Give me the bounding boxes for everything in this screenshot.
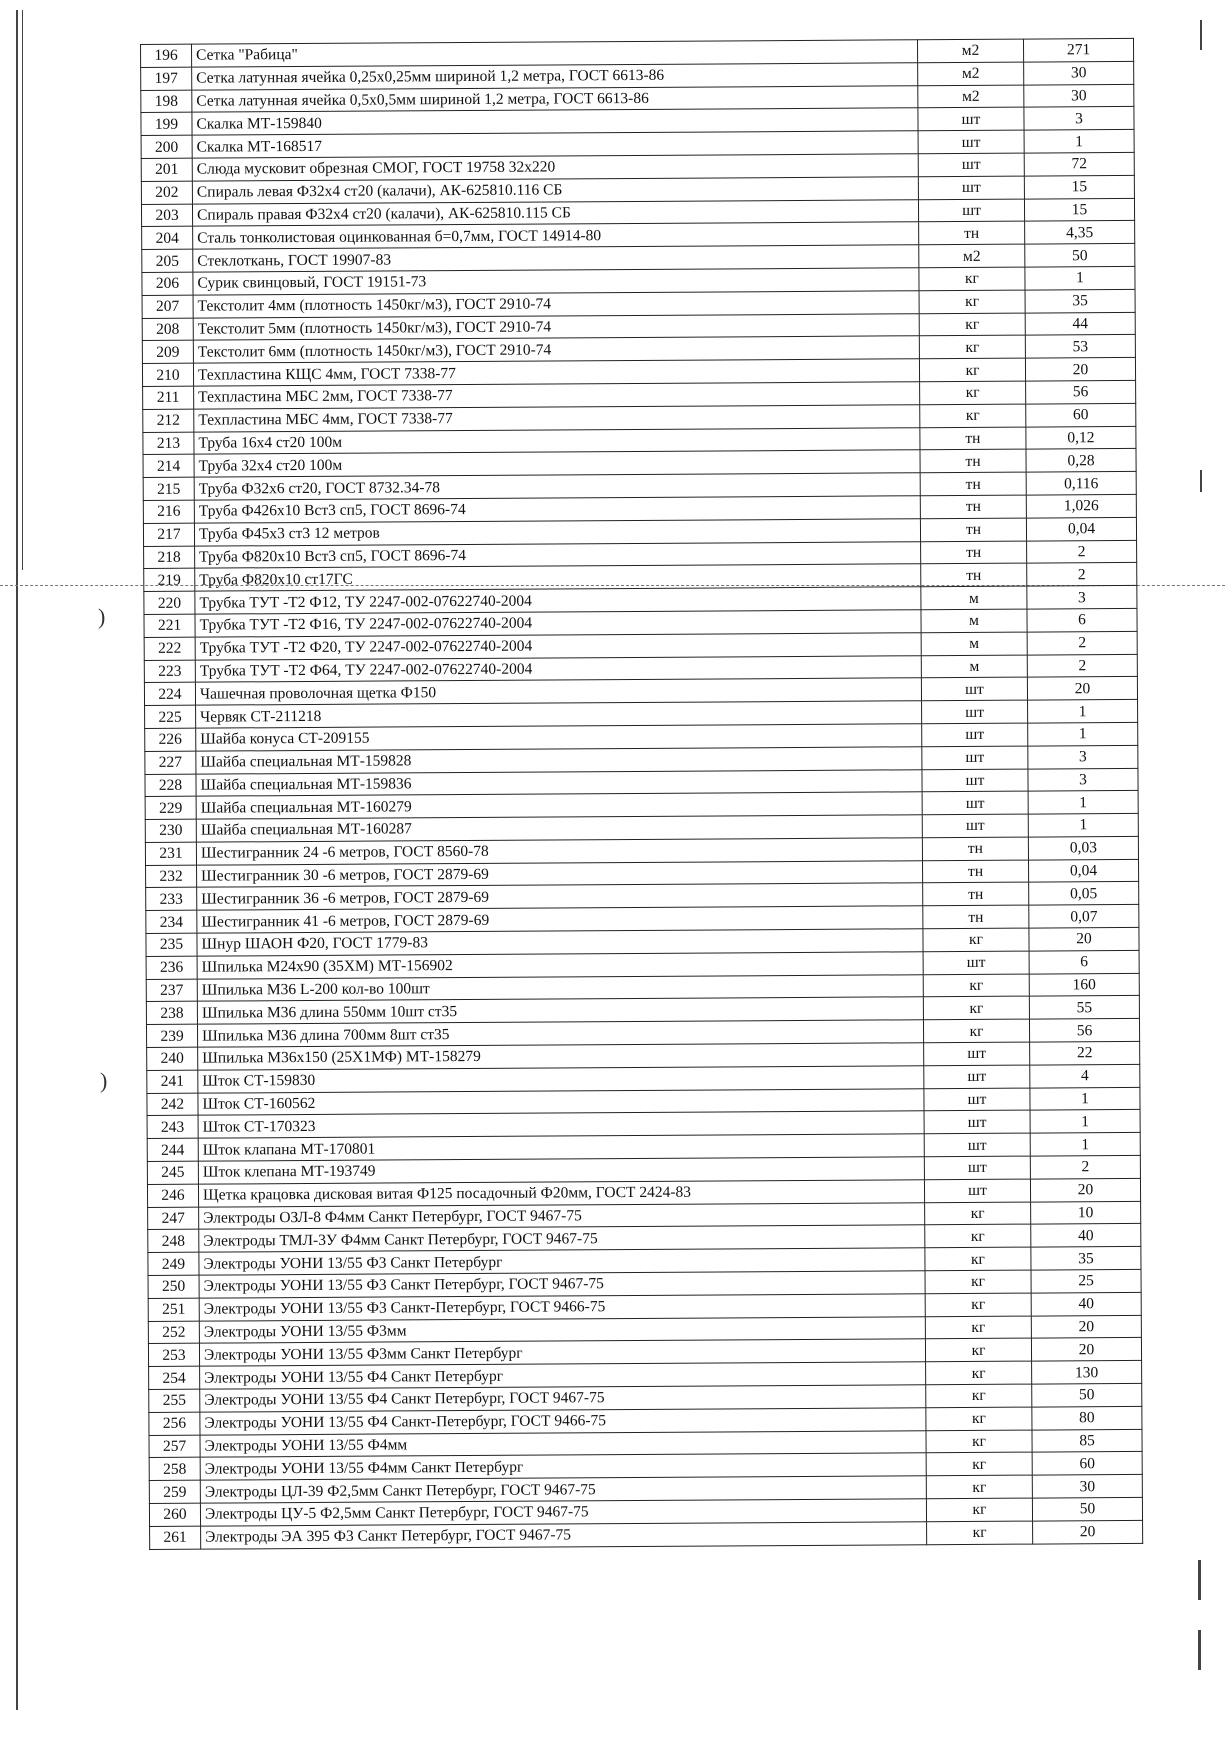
unit-of-measure: шт — [918, 130, 1024, 153]
item-name: Скалка МТ-168517 — [192, 131, 918, 158]
item-name: Труба 16х4 ст20 100м — [194, 427, 920, 454]
item-name: Спираль левая Ф32х4 ст20 (калачи), АК-625810.116 СБ — [192, 177, 918, 204]
unit-of-measure: шт — [918, 107, 1024, 130]
unit-of-measure: шт — [923, 951, 1029, 974]
unit-of-measure: кг — [926, 1361, 1032, 1384]
quantity: 2 — [1030, 1155, 1140, 1178]
row-number: 219 — [144, 569, 195, 592]
unit-of-measure: кг — [923, 1019, 1029, 1042]
unit-of-measure: шт — [924, 1065, 1030, 1088]
quantity: 1 — [1028, 814, 1138, 837]
unit-of-measure: тн — [920, 495, 1026, 518]
row-number: 254 — [149, 1366, 200, 1389]
unit-of-measure: м2 — [919, 244, 1025, 267]
row-number: 244 — [147, 1138, 198, 1161]
item-name: Труба Ф45х3 ст3 12 метров — [194, 518, 920, 545]
unit-of-measure: м — [921, 632, 1027, 655]
row-number: 239 — [146, 1024, 197, 1047]
row-number: 231 — [145, 842, 196, 865]
item-name: Шайба специальная МТ-160279 — [196, 792, 922, 819]
quantity: 40 — [1031, 1224, 1141, 1247]
unit-of-measure: шт — [924, 1088, 1030, 1111]
unit-of-measure: кг — [920, 381, 1026, 404]
item-name: Шпилька М36 L-200 кол-во 100шт — [197, 974, 923, 1001]
unit-of-measure: тн — [919, 221, 1025, 244]
unit-of-measure: кг — [925, 1225, 1031, 1248]
unit-of-measure: м2 — [918, 62, 1024, 85]
unit-of-measure: м — [921, 655, 1027, 678]
unit-of-measure: шт — [924, 1179, 1030, 1202]
unit-of-measure: тн — [922, 837, 1028, 860]
row-number: 250 — [148, 1275, 199, 1298]
row-number: 208 — [142, 318, 193, 341]
item-name: Шестигранник 30 -6 метров, ГОСТ 2879-69 — [197, 860, 923, 887]
item-name: Сетка "Рабица" — [192, 40, 918, 67]
row-number: 253 — [148, 1344, 199, 1367]
unit-of-measure: тн — [923, 905, 1029, 928]
item-name: Электроды УОНИ 13/55 Ф3мм — [199, 1316, 925, 1343]
item-name: Шнур ШАОН Ф20, ГОСТ 1779-83 — [197, 929, 923, 956]
item-name: Червяк СТ-211218 — [196, 701, 922, 728]
row-number: 215 — [143, 477, 194, 500]
row-number: 230 — [145, 819, 196, 842]
unit-of-measure: шт — [922, 723, 1028, 746]
unit-of-measure: шт — [922, 814, 1028, 837]
unit-of-measure: кг — [925, 1316, 1031, 1339]
item-name: Шток клепана МТ-193749 — [198, 1157, 924, 1184]
table-row — [150, 1520, 1143, 1549]
row-number: 199 — [141, 113, 192, 136]
item-name: Сурик свинцовый, ГОСТ 19151-73 — [193, 268, 919, 295]
quantity: 20 — [1031, 1338, 1141, 1361]
row-number: 235 — [146, 933, 197, 956]
row-number: 220 — [144, 591, 195, 614]
item-name: Электроды ЦЛ-39 Ф2,5мм Санкт Петербург, ГОСТ 9467-75 — [200, 1476, 926, 1503]
item-name: Шайба специальная МТ-159828 — [196, 746, 922, 773]
unit-of-measure: кг — [926, 1452, 1032, 1475]
quantity: 6 — [1029, 950, 1139, 973]
item-name: Электроды УОНИ 13/55 Ф3 Санкт Петербург — [199, 1248, 925, 1275]
unit-of-measure: м2 — [917, 39, 1023, 62]
quantity: 3 — [1024, 107, 1134, 130]
item-name: Электроды ТМЛ-3У Ф4мм Санкт Петербург, ГОСТ 9467-75 — [199, 1225, 925, 1252]
quantity: 3 — [1027, 586, 1137, 609]
item-name: Труба Ф32х6 ст20, ГОСТ 8732.34-78 — [194, 473, 920, 500]
row-number: 241 — [147, 1070, 198, 1093]
unit-of-measure: кг — [919, 358, 1025, 381]
quantity: 20 — [1030, 1178, 1140, 1201]
item-name: Труба Ф820х10 ст17ГС — [195, 564, 921, 591]
item-name: Электроды ОЗЛ-8 Ф4мм Санкт Петербург, ГОСТ 9467-75 — [199, 1202, 925, 1229]
quantity: 56 — [1026, 380, 1136, 403]
item-name: Шестигранник 41 -6 метров, ГОСТ 2879-69 — [197, 906, 923, 933]
row-number: 256 — [149, 1412, 200, 1435]
quantity: 1 — [1030, 1133, 1140, 1156]
item-name: Шайба специальная МТ-159836 — [196, 769, 922, 796]
row-number: 198 — [141, 90, 192, 113]
row-number: 233 — [146, 888, 197, 911]
quantity: 35 — [1025, 289, 1135, 312]
unit-of-measure: кг — [926, 1407, 1032, 1430]
item-name: Шестигранник 36 -6 метров, ГОСТ 2879-69 — [197, 883, 923, 910]
unit-of-measure: шт — [922, 769, 1028, 792]
quantity: 2 — [1027, 631, 1137, 654]
item-name: Электроды УОНИ 13/55 Ф3 Санкт-Петербург, ГОСТ 9466-75 — [199, 1294, 925, 1321]
unit-of-measure: кг — [927, 1521, 1033, 1544]
unit-of-measure: кг — [919, 313, 1025, 336]
item-name: Шток СТ-160562 — [198, 1088, 924, 1115]
item-name: Электроды УОНИ 13/55 Ф4 Санкт Петербург, ГОСТ 9467-75 — [200, 1385, 926, 1412]
scan-edge-line — [1200, 20, 1202, 50]
row-number: 206 — [142, 272, 193, 295]
item-name: Техпластина МБС 4мм, ГОСТ 7338-77 — [194, 404, 920, 431]
unit-of-measure: тн — [920, 518, 1026, 541]
unit-of-measure: кг — [925, 1202, 1031, 1225]
quantity: 15 — [1024, 198, 1134, 221]
quantity: 2 — [1027, 654, 1137, 677]
quantity: 2 — [1027, 540, 1137, 563]
quantity: 1 — [1030, 1087, 1140, 1110]
item-name: Труба 32х4 ст20 100м — [194, 450, 920, 477]
quantity: 44 — [1025, 312, 1135, 335]
item-name: Чашечная проволочная щетка Ф150 — [195, 678, 921, 705]
row-number: 209 — [142, 341, 193, 364]
item-name: Щетка крацовка дисковая витая Ф125 посадочный Ф20мм, ГОСТ 2424-83 — [198, 1180, 924, 1207]
item-name: Электроды УОНИ 13/55 Ф4мм — [200, 1430, 926, 1457]
row-number: 259 — [149, 1480, 200, 1503]
row-number: 225 — [145, 705, 196, 728]
quantity: 30 — [1032, 1475, 1142, 1498]
row-number: 258 — [149, 1458, 200, 1481]
row-number: 204 — [142, 227, 193, 250]
row-number: 224 — [144, 682, 195, 705]
item-name: Электроды УОНИ 13/55 Ф3мм Санкт Петербург — [199, 1339, 925, 1366]
scan-edge-line — [16, 10, 18, 1710]
unit-of-measure: кг — [919, 335, 1025, 358]
item-name: Электроды УОНИ 13/55 Ф4мм Санкт Петербург — [200, 1453, 926, 1480]
unit-of-measure: тн — [921, 563, 1027, 586]
item-name: Труба Ф820х10 Вст3 сп5, ГОСТ 8696-74 — [195, 541, 921, 568]
row-number: 218 — [144, 546, 195, 569]
item-name: Шток клапана МТ-170801 — [198, 1134, 924, 1161]
quantity: 0,28 — [1026, 449, 1136, 472]
item-name: Трубка ТУТ -Т2 Ф20, ТУ 2247-002-07622740-2004 — [195, 632, 921, 659]
quantity: 0,03 — [1028, 836, 1138, 859]
scan-edge-line — [1198, 1560, 1201, 1600]
scan-mark: ) — [100, 1068, 108, 1093]
item-name: Текстолит 5мм (плотность 1450кг/м3), ГОСТ 2910-74 — [193, 313, 919, 340]
quantity: 20 — [1033, 1520, 1143, 1543]
item-name: Шпилька М36 длина 700мм 8шт ст35 — [197, 1020, 923, 1047]
item-name: Слюда мусковит обрезная СМОГ, ГОСТ 19758 32х220 — [192, 154, 918, 181]
row-number: 203 — [141, 204, 192, 227]
row-number: 211 — [143, 386, 194, 409]
item-name: Текстолит 6мм (плотность 1450кг/м3), ГОСТ 2910-74 — [193, 336, 919, 363]
item-name: Техпластина КЩС 4мм, ГОСТ 7338-77 — [193, 359, 919, 386]
unit-of-measure: кг — [925, 1339, 1031, 1362]
row-number: 223 — [144, 660, 195, 683]
quantity: 0,04 — [1026, 517, 1136, 540]
item-name: Шайба конуса СТ-209155 — [196, 724, 922, 751]
quantity: 130 — [1032, 1361, 1142, 1384]
row-number: 196 — [141, 44, 192, 67]
item-name: Текстолит 4мм (плотность 1450кг/м3), ГОСТ 2910-74 — [193, 291, 919, 318]
quantity: 60 — [1032, 1452, 1142, 1475]
row-number: 216 — [143, 500, 194, 523]
item-name: Шпилька М36х150 (25Х1МФ) МТ-158279 — [198, 1043, 924, 1070]
row-number: 247 — [148, 1207, 199, 1230]
unit-of-measure: кг — [926, 1498, 1032, 1521]
quantity: 30 — [1024, 84, 1134, 107]
row-number: 207 — [142, 295, 193, 318]
row-number: 243 — [147, 1116, 198, 1139]
quantity: 0,12 — [1026, 426, 1136, 449]
row-number: 210 — [142, 363, 193, 386]
quantity: 20 — [1029, 927, 1139, 950]
item-name: Техпластина МБС 2мм, ГОСТ 7338-77 — [194, 382, 920, 409]
unit-of-measure: кг — [923, 928, 1029, 951]
row-number: 200 — [141, 135, 192, 158]
quantity: 271 — [1023, 38, 1133, 61]
unit-of-measure: кг — [926, 1430, 1032, 1453]
row-number: 236 — [146, 956, 197, 979]
unit-of-measure: м2 — [918, 85, 1024, 108]
quantity: 22 — [1030, 1041, 1140, 1064]
unit-of-measure: кг — [919, 267, 1025, 290]
item-name: Электроды УОНИ 13/55 Ф4 Санкт-Петербург, ГОСТ 9466-75 — [200, 1408, 926, 1435]
row-number: 251 — [148, 1298, 199, 1321]
row-number: 248 — [148, 1230, 199, 1253]
row-number: 242 — [147, 1093, 198, 1116]
row-number: 201 — [141, 158, 192, 181]
quantity: 20 — [1031, 1315, 1141, 1338]
unit-of-measure: кг — [925, 1293, 1031, 1316]
item-name: Сталь тонколистовая оцинкованная б=0,7мм, ГОСТ 14914-80 — [193, 222, 919, 249]
item-name: Сетка латунная ячейка 0,25х0,25мм шириной 1,2 метра, ГОСТ 6613-86 — [192, 63, 918, 90]
unit-of-measure: кг — [923, 997, 1029, 1020]
item-name: Шпилька М36 длина 550мм 10шт ст35 — [197, 997, 923, 1024]
row-number: 226 — [145, 728, 196, 751]
unit-of-measure: шт — [922, 700, 1028, 723]
row-number: 228 — [145, 774, 196, 797]
unit-of-measure: кг — [926, 1384, 1032, 1407]
unit-of-measure: шт — [918, 176, 1024, 199]
scan-mark: ) — [98, 604, 106, 629]
quantity: 4 — [1030, 1064, 1140, 1087]
unit-of-measure: кг — [926, 1475, 1032, 1498]
quantity: 72 — [1024, 152, 1134, 175]
item-name: Скалка МТ-159840 — [192, 108, 918, 135]
unit-of-measure: шт — [924, 1111, 1030, 1134]
row-number: 234 — [146, 910, 197, 933]
row-number: 255 — [149, 1389, 200, 1412]
row-number: 214 — [143, 455, 194, 478]
item-name: Трубка ТУТ -Т2 Ф16, ТУ 2247-002-07622740-2004 — [195, 610, 921, 637]
unit-of-measure: кг — [923, 974, 1029, 997]
quantity: 20 — [1025, 358, 1135, 381]
unit-of-measure: кг — [920, 404, 1026, 427]
unit-of-measure: шт — [924, 1042, 1030, 1065]
unit-of-measure: шт — [918, 199, 1024, 222]
quantity: 1 — [1025, 266, 1135, 289]
quantity: 0,07 — [1029, 905, 1139, 928]
unit-of-measure: м — [921, 609, 1027, 632]
row-number: 205 — [142, 249, 193, 272]
row-number: 252 — [148, 1321, 199, 1344]
unit-of-measure: кг — [925, 1270, 1031, 1293]
materials-table — [140, 38, 1143, 1550]
item-name: Шток СТ-170323 — [198, 1111, 924, 1138]
quantity: 10 — [1031, 1201, 1141, 1224]
item-name: Электроды ЭА 395 Ф3 Санкт Петербург, ГОСТ 9467-75 — [201, 1522, 927, 1549]
quantity: 20 — [1027, 677, 1137, 700]
unit-of-measure: шт — [921, 677, 1027, 700]
quantity: 1 — [1028, 791, 1138, 814]
item-name: Шайба специальная МТ-160287 — [196, 815, 922, 842]
unit-of-measure: тн — [921, 541, 1027, 564]
row-number: 197 — [141, 67, 192, 90]
quantity: 4,35 — [1025, 221, 1135, 244]
quantity: 50 — [1025, 244, 1135, 267]
unit-of-measure: шт — [922, 746, 1028, 769]
item-name: Шток СТ-159830 — [198, 1066, 924, 1093]
row-number: 237 — [146, 979, 197, 1002]
row-number: 249 — [148, 1252, 199, 1275]
scan-edge-line — [1198, 1630, 1201, 1670]
item-name: Труба Ф426х10 Вст3 сп5, ГОСТ 8696-74 — [194, 496, 920, 523]
quantity: 40 — [1031, 1292, 1141, 1315]
quantity: 15 — [1024, 175, 1134, 198]
row-number: 222 — [144, 637, 195, 660]
table-body — [141, 38, 1143, 1549]
item-name: Электроды УОНИ 13/55 Ф4 Санкт Петербург — [200, 1362, 926, 1389]
item-name: Спираль правая Ф32х4 ст20 (калачи), АК-625810.115 СБ — [192, 199, 918, 226]
row-number: 240 — [147, 1047, 198, 1070]
row-number: 232 — [146, 865, 197, 888]
unit-of-measure: тн — [923, 860, 1029, 883]
row-number: 238 — [146, 1002, 197, 1025]
item-name: Трубка ТУТ -Т2 Ф64, ТУ 2247-002-07622740-2004 — [195, 655, 921, 682]
quantity: 0,116 — [1026, 472, 1136, 495]
unit-of-measure: тн — [920, 427, 1026, 450]
quantity: 3 — [1028, 768, 1138, 791]
quantity: 60 — [1026, 403, 1136, 426]
quantity: 1,026 — [1026, 494, 1136, 517]
unit-of-measure: шт — [924, 1133, 1030, 1156]
row-number: 246 — [147, 1184, 198, 1207]
row-number: 257 — [149, 1435, 200, 1458]
quantity: 0,05 — [1029, 882, 1139, 905]
row-number: 213 — [143, 432, 194, 455]
row-number: 261 — [150, 1526, 201, 1549]
quantity: 3 — [1028, 745, 1138, 768]
unit-of-measure: тн — [920, 472, 1026, 495]
row-number: 260 — [149, 1503, 200, 1526]
row-number: 245 — [147, 1161, 198, 1184]
quantity: 56 — [1029, 1019, 1139, 1042]
quantity: 50 — [1032, 1383, 1142, 1406]
quantity: 50 — [1032, 1497, 1142, 1520]
quantity: 55 — [1029, 996, 1139, 1019]
unit-of-measure: м — [921, 586, 1027, 609]
unit-of-measure: шт — [922, 791, 1028, 814]
row-number: 229 — [145, 796, 196, 819]
row-number: 217 — [143, 523, 194, 546]
item-name: Электроды ЦУ-5 Ф2,5мм Санкт Петербург, ГОСТ 9467-75 — [200, 1499, 926, 1526]
unit-of-measure: кг — [919, 290, 1025, 313]
quantity: 80 — [1032, 1406, 1142, 1429]
unit-of-measure: тн — [923, 883, 1029, 906]
quantity: 160 — [1029, 973, 1139, 996]
unit-of-measure: шт — [924, 1156, 1030, 1179]
quantity: 6 — [1027, 608, 1137, 631]
unit-of-measure: шт — [918, 153, 1024, 176]
scan-edge-line — [22, 10, 23, 570]
quantity: 1 — [1028, 722, 1138, 745]
scan-edge-line — [1200, 470, 1202, 492]
quantity: 0,04 — [1028, 859, 1138, 882]
quantity: 35 — [1031, 1247, 1141, 1270]
quantity: 1 — [1024, 130, 1134, 153]
quantity: 1 — [1030, 1110, 1140, 1133]
row-number: 202 — [141, 181, 192, 204]
item-name: Трубка ТУТ -Т2 Ф12, ТУ 2247-002-07622740-2004 — [195, 587, 921, 614]
item-name: Сетка латунная ячейка 0,5х0,5мм шириной 1,2 метра, ГОСТ 6613-86 — [192, 85, 918, 112]
item-name: Шпилька М24х90 (35ХМ) МТ-156902 — [197, 952, 923, 979]
item-name: Шестигранник 24 -6 метров, ГОСТ 8560-78 — [196, 838, 922, 865]
quantity: 53 — [1025, 335, 1135, 358]
quantity: 25 — [1031, 1269, 1141, 1292]
unit-of-measure: кг — [925, 1247, 1031, 1270]
row-number: 212 — [143, 409, 194, 432]
quantity: 1 — [1028, 700, 1138, 723]
quantity: 85 — [1032, 1429, 1142, 1452]
item-name: Стеклоткань, ГОСТ 19907-83 — [193, 245, 919, 272]
item-name: Электроды УОНИ 13/55 Ф3 Санкт Петербург, ГОСТ 9467-75 — [199, 1271, 925, 1298]
row-number: 227 — [145, 751, 196, 774]
row-number: 221 — [144, 614, 195, 637]
quantity: 30 — [1024, 61, 1134, 84]
quantity: 2 — [1027, 563, 1137, 586]
unit-of-measure: тн — [920, 449, 1026, 472]
